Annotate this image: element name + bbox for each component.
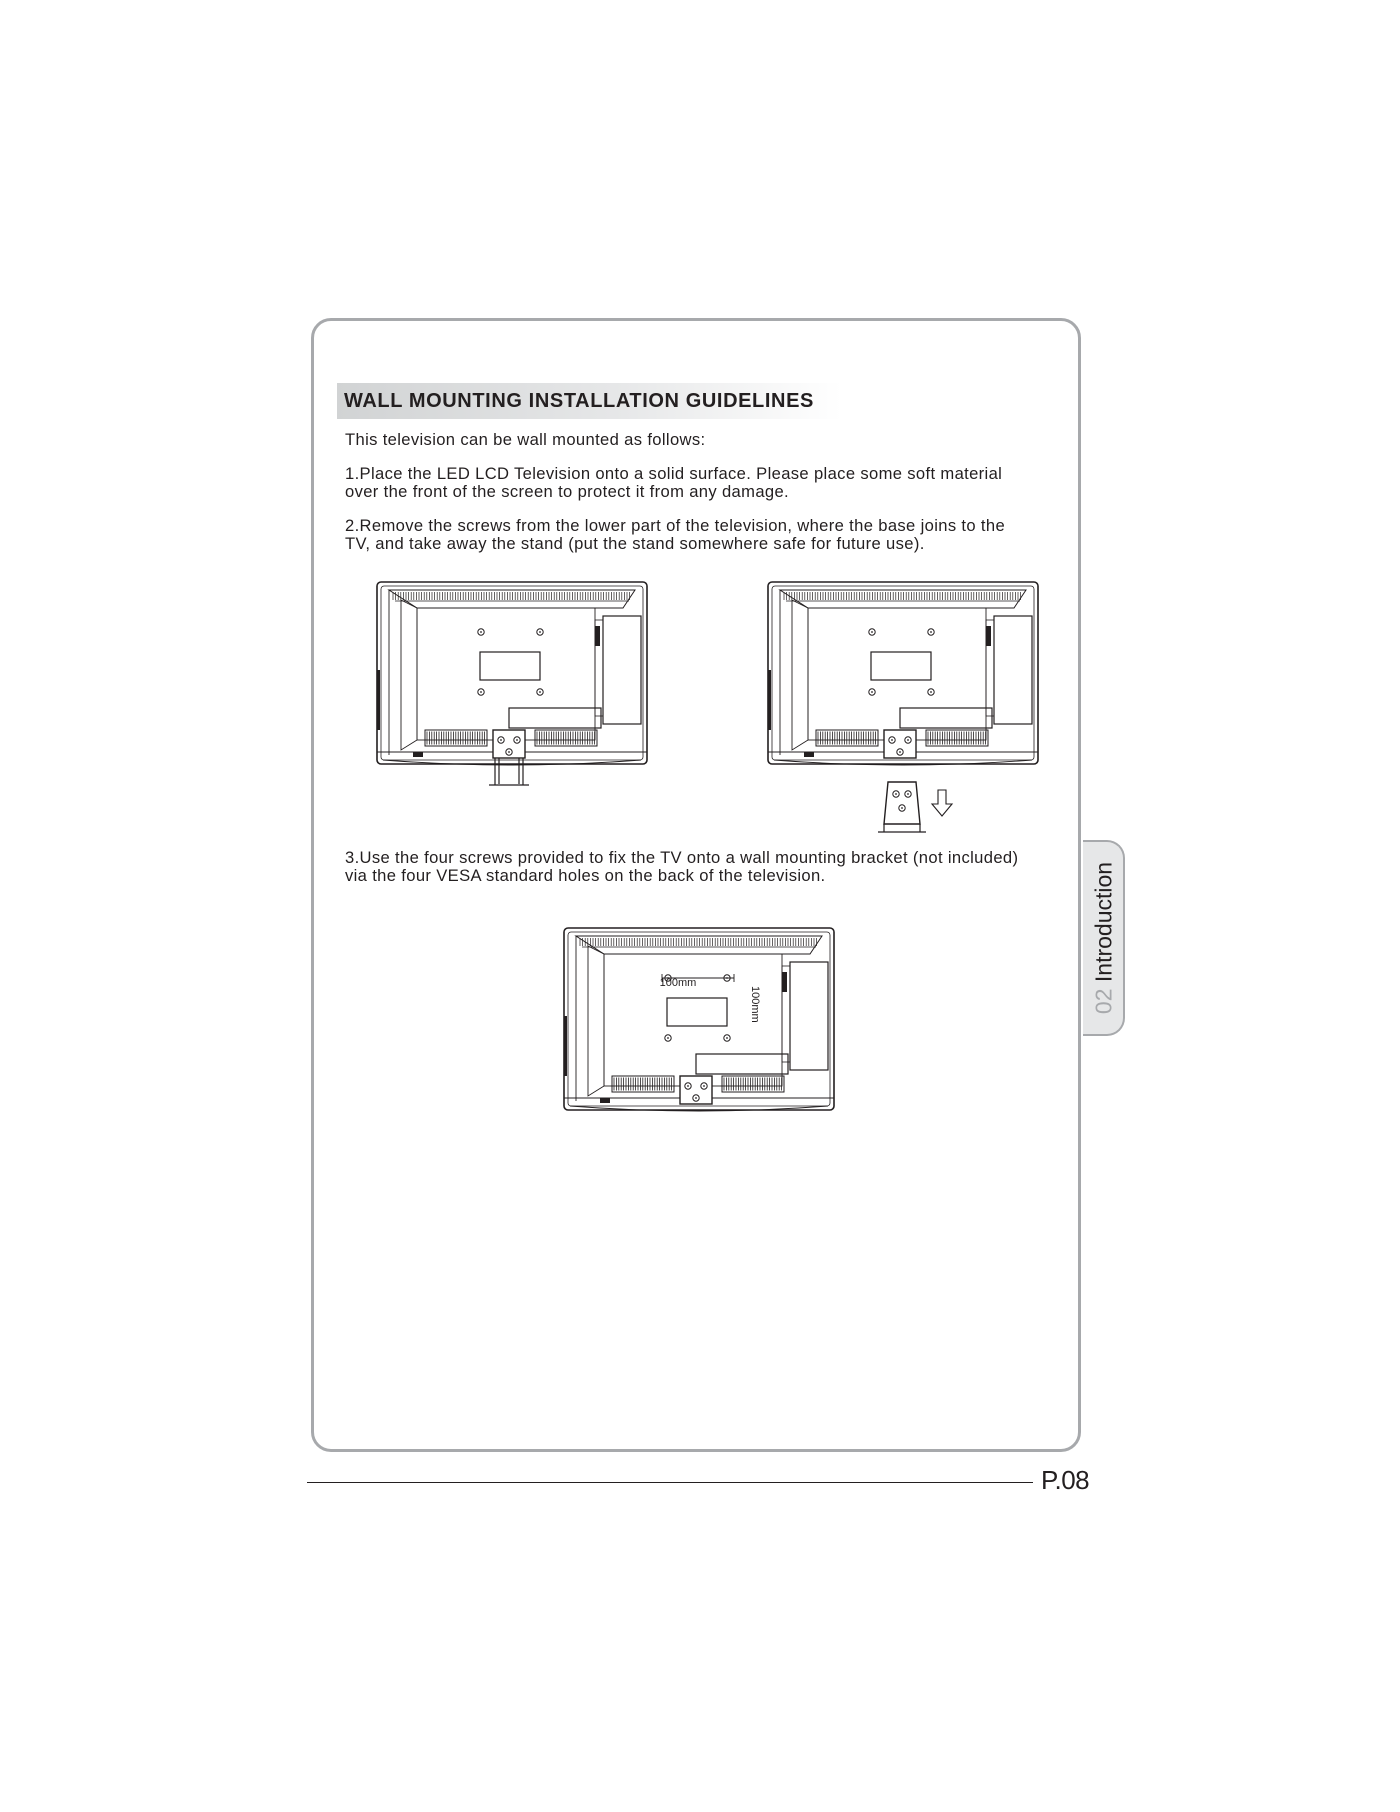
screw-center-icon bbox=[726, 1037, 728, 1039]
screw-center-icon bbox=[703, 1085, 705, 1087]
tv-bottom-foot bbox=[413, 752, 423, 757]
screw-center-icon bbox=[871, 691, 873, 693]
stand-neck-mount bbox=[680, 1076, 712, 1104]
section-tab-label bbox=[1091, 862, 1118, 1014]
tv-side-ports bbox=[595, 626, 600, 646]
tv-bottom-foot bbox=[804, 752, 814, 757]
screw-center-icon bbox=[895, 793, 897, 795]
screw-center-icon bbox=[907, 793, 909, 795]
screw-center-icon bbox=[500, 739, 502, 741]
page-number: P.08 bbox=[1041, 1465, 1090, 1495]
stand-neck-mount bbox=[884, 730, 916, 758]
screw-center-icon bbox=[667, 1037, 669, 1039]
step-2-line-1: 2.Remove the screws from the lower part of the television, where the base joins to the bbox=[345, 516, 1006, 535]
tv-left-ports bbox=[768, 670, 771, 730]
footer-rule bbox=[307, 1482, 1033, 1483]
screw-center-icon bbox=[907, 739, 909, 741]
screw-center-icon bbox=[516, 739, 518, 741]
detached-stand bbox=[878, 782, 926, 832]
step-3-line-2: via the four VESA standard holes on the back of the television. bbox=[345, 866, 826, 885]
screw-center-icon bbox=[901, 807, 903, 809]
section-tab-number: 02 bbox=[1090, 988, 1117, 1015]
step-2-line-2: TV, and take away the stand (put the stand somewhere safe for future use). bbox=[345, 534, 925, 553]
screw-center-icon bbox=[687, 1085, 689, 1087]
screw-center-icon bbox=[891, 739, 893, 741]
screw-center-icon bbox=[899, 751, 901, 753]
tv-rear-vesa-figure bbox=[562, 926, 842, 1126]
tv-left-ports bbox=[564, 1016, 567, 1076]
screw-center-icon bbox=[930, 631, 932, 633]
screw-center-icon bbox=[871, 631, 873, 633]
stand-body bbox=[884, 782, 920, 824]
screw-center-icon bbox=[539, 631, 541, 633]
tv-side-ports bbox=[986, 626, 991, 646]
section-tab-word: Introduction bbox=[1090, 861, 1117, 983]
screw-center-icon bbox=[539, 691, 541, 693]
step-1-line-2: over the front of the screen to protect it from any damage. bbox=[345, 482, 790, 501]
vesa-horizontal-label: 100mm bbox=[659, 977, 697, 989]
vesa-vertical-label: 100mm bbox=[749, 986, 761, 1023]
screw-center-icon bbox=[930, 691, 932, 693]
screw-center-icon bbox=[695, 1097, 697, 1099]
down-arrow-icon bbox=[932, 790, 952, 816]
tv-rear-with-stand-figure bbox=[375, 580, 655, 790]
screw-center-icon bbox=[508, 751, 510, 753]
section-title: WALL MOUNTING INSTALLATION GUIDELINES bbox=[344, 390, 814, 412]
tv-rear-stand-removed-figure bbox=[766, 580, 1026, 830]
tv-left-ports bbox=[377, 670, 380, 730]
step-3-line-1: 3.Use the four screws provided to fix the TV onto a wall mounting bracket (not included) bbox=[345, 848, 1019, 867]
stand-neck-mount bbox=[493, 730, 525, 758]
step-1-line-1: 1.Place the LED LCD Television onto a solid surface. Please place some soft material bbox=[345, 464, 1003, 483]
tv-side-ports bbox=[782, 972, 787, 992]
tv-bottom-foot bbox=[600, 1098, 610, 1103]
screw-center-icon bbox=[480, 691, 482, 693]
screw-center-icon bbox=[480, 631, 482, 633]
intro-text: This television can be wall mounted as follows: bbox=[345, 430, 706, 449]
